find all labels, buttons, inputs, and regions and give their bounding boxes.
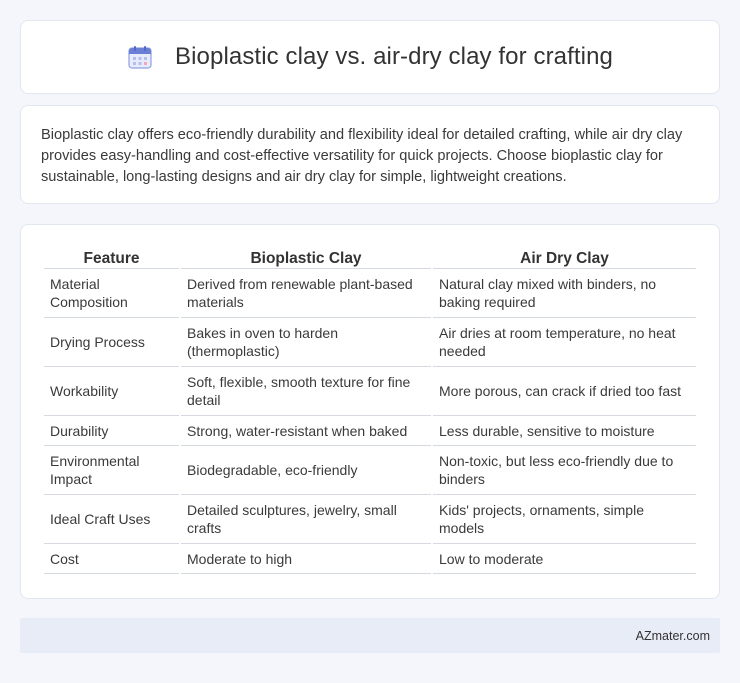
- air-dry-cell: Less durable, sensitive to moisture: [433, 416, 696, 446]
- feature-cell: Workability: [44, 367, 179, 416]
- feature-cell: Cost: [44, 544, 179, 574]
- feature-cell: Durability: [44, 416, 179, 446]
- header-bioplastic-clay: Bioplastic Clay: [181, 245, 431, 269]
- feature-cell: Ideal Craft Uses: [44, 495, 179, 544]
- table-row: [44, 269, 696, 318]
- table-row: [44, 495, 696, 544]
- table-row: [44, 318, 696, 367]
- air-dry-cell: Non-toxic, but less eco-friendly due to binders: [433, 446, 696, 495]
- bioplastic-cell: Soft, flexible, smooth texture for fine detail: [181, 367, 431, 416]
- air-dry-cell: More porous, can crack if dried too fast: [433, 367, 696, 416]
- title-card: [20, 20, 720, 94]
- title-wrap: [127, 43, 613, 71]
- air-dry-cell: Natural clay mixed with binders, no baking required: [433, 269, 696, 318]
- bioplastic-cell: Moderate to high: [181, 544, 431, 574]
- bioplastic-cell: Derived from renewable plant-based materials: [181, 269, 431, 318]
- air-dry-cell: Air dries at room temperature, no heat needed: [433, 318, 696, 367]
- air-dry-cell: Kids' projects, ornaments, simple models: [433, 495, 696, 544]
- header-air-dry-clay: Air Dry Clay: [433, 245, 696, 269]
- bioplastic-cell: Strong, water-resistant when baked: [181, 416, 431, 446]
- footer-brand[interactable]: AZmater.com: [635, 628, 710, 643]
- calendar-icon: [127, 44, 153, 70]
- footer-bar: [20, 618, 720, 653]
- table-row: [44, 544, 696, 574]
- feature-cell: Material Composition: [44, 269, 179, 318]
- bioplastic-cell: Detailed sculptures, jewelry, small crafts: [181, 495, 431, 544]
- table-row: [44, 367, 696, 416]
- summary-card: [20, 105, 720, 204]
- feature-cell: Drying Process: [44, 318, 179, 367]
- table-header-row: [44, 245, 696, 269]
- table-row: [44, 416, 696, 446]
- comparison-table-card: [20, 224, 720, 599]
- bioplastic-cell: Biodegradable, eco-friendly: [181, 446, 431, 495]
- comparison-table: [42, 245, 698, 574]
- feature-cell: Environmental Impact: [44, 446, 179, 495]
- air-dry-cell: Low to moderate: [433, 544, 696, 574]
- summary-text: Bioplastic clay offers eco-friendly durability and flexibility ideal for detailed crafting, while air dry clay provides easy-handling and cost-effective versatility for quick projects. Choose bioplastic clay for sustainable, long-lasting designs and air dry clay for simple, lightweight creations.: [41, 127, 683, 185]
- page-title: Bioplastic clay vs. air-dry clay for crafting: [175, 43, 613, 70]
- bioplastic-cell: Bakes in oven to harden (thermoplastic): [181, 318, 431, 367]
- table-row: [44, 446, 696, 495]
- header-feature: Feature: [44, 245, 179, 269]
